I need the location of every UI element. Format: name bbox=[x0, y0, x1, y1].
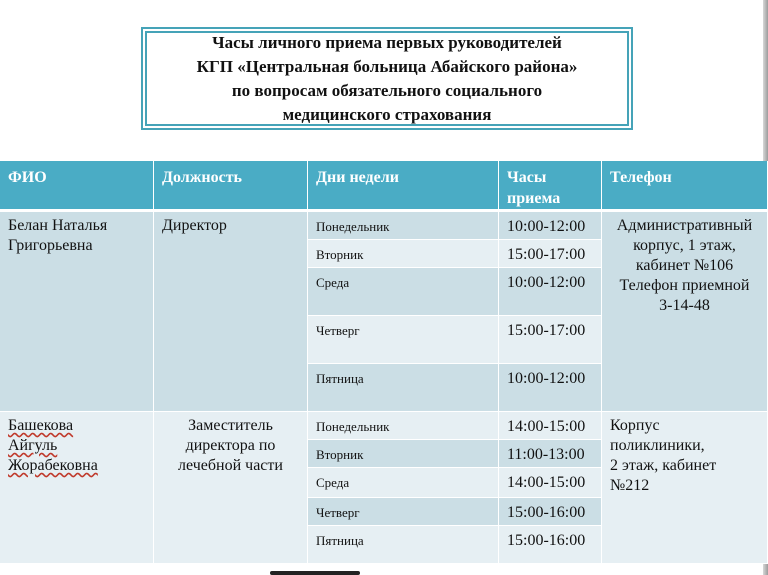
person1-day-3: Среда bbox=[308, 268, 499, 316]
person2-day-5: Пятница bbox=[308, 526, 499, 564]
header-hours-line-1: Часы bbox=[507, 169, 547, 186]
person2-position bbox=[154, 412, 308, 564]
person2-name-line-3: Жорабековна bbox=[8, 457, 98, 474]
person2-name-line-2: Айгуль bbox=[8, 437, 58, 454]
person1-phone bbox=[602, 212, 768, 412]
table-row bbox=[0, 212, 768, 240]
header-hours-line-2: приема bbox=[507, 190, 561, 207]
person1-phone-line-5: 3-14-48 bbox=[659, 297, 710, 314]
person1-name-line-2: Григорьевна bbox=[8, 237, 93, 254]
title-line-2: КГП «Центральная больница Абайского района» bbox=[196, 56, 578, 76]
person2-time-1: 14:00-15:00 bbox=[499, 412, 602, 440]
person2-day-2: Вторник bbox=[308, 440, 499, 468]
person1-day-5: Пятница bbox=[308, 364, 499, 412]
person1-time-5: 10:00-12:00 bbox=[499, 364, 602, 412]
person2-position-line-2: директора по bbox=[185, 437, 276, 454]
person1-time-1: 10:00-12:00 bbox=[499, 212, 602, 240]
table-row bbox=[0, 412, 768, 440]
person2-position-line-3: лечебной части bbox=[178, 457, 283, 474]
person2-time-3: 14:00-15:00 bbox=[499, 468, 602, 498]
person2-phone-line-2: поликлиники, bbox=[610, 437, 705, 454]
person2-phone-line-3: 2 этаж, кабинет bbox=[610, 457, 717, 474]
person2-phone-line-4: №212 bbox=[610, 477, 650, 494]
page-title bbox=[141, 27, 633, 130]
title-line-1: Часы личного приема первых руководителей bbox=[212, 32, 562, 52]
person1-day-1: Понедельник bbox=[308, 212, 499, 240]
person1-time-2: 15:00-17:00 bbox=[499, 240, 602, 268]
title-line-3: по вопросам обязательного социального bbox=[231, 80, 543, 100]
person2-position-line-1: Заместитель bbox=[188, 417, 273, 434]
person2-day-3: Среда bbox=[308, 468, 499, 498]
person1-time-4: 15:00-17:00 bbox=[499, 316, 602, 364]
person1-phone-line-4: Телефон приемной bbox=[619, 277, 750, 294]
person2-time-4: 15:00-16:00 bbox=[499, 498, 602, 526]
person1-phone-line-3: кабинет №106 bbox=[635, 257, 734, 274]
person1-day-2: Вторник bbox=[308, 240, 499, 268]
header-position: Должность bbox=[154, 161, 308, 212]
person1-phone-line-2: корпус, 1 этаж, bbox=[633, 237, 736, 254]
person2-time-5: 15:00-16:00 bbox=[499, 526, 602, 564]
person2-phone bbox=[602, 412, 768, 564]
person2-day-4: Четверг bbox=[308, 498, 499, 526]
person2-phone-line-1: Корпус bbox=[610, 417, 660, 434]
person1-position: Директор bbox=[154, 212, 308, 412]
header-phone: Телефон bbox=[602, 161, 768, 212]
person1-name bbox=[0, 212, 154, 412]
bottom-edge-mark bbox=[270, 571, 360, 575]
person2-time-2: 11:00-13:00 bbox=[499, 440, 602, 468]
person2-day-1: Понедельник bbox=[308, 412, 499, 440]
person1-time-3: 10:00-12:00 bbox=[499, 268, 602, 316]
person1-name-line-1: Белан Наталья bbox=[8, 217, 108, 234]
header-hours bbox=[499, 161, 602, 212]
header-fio: ФИО bbox=[0, 161, 154, 212]
person2-name bbox=[0, 412, 154, 564]
person2-name-line-1: Башекова bbox=[8, 417, 74, 434]
title-line-4: медицинского страхования bbox=[282, 104, 492, 124]
reception-schedule-table bbox=[0, 161, 768, 564]
person1-phone-line-1: Административный bbox=[616, 217, 753, 234]
person1-day-4: Четверг bbox=[308, 316, 499, 364]
table-header-row bbox=[0, 161, 768, 212]
header-days: Дни недели bbox=[308, 161, 499, 212]
